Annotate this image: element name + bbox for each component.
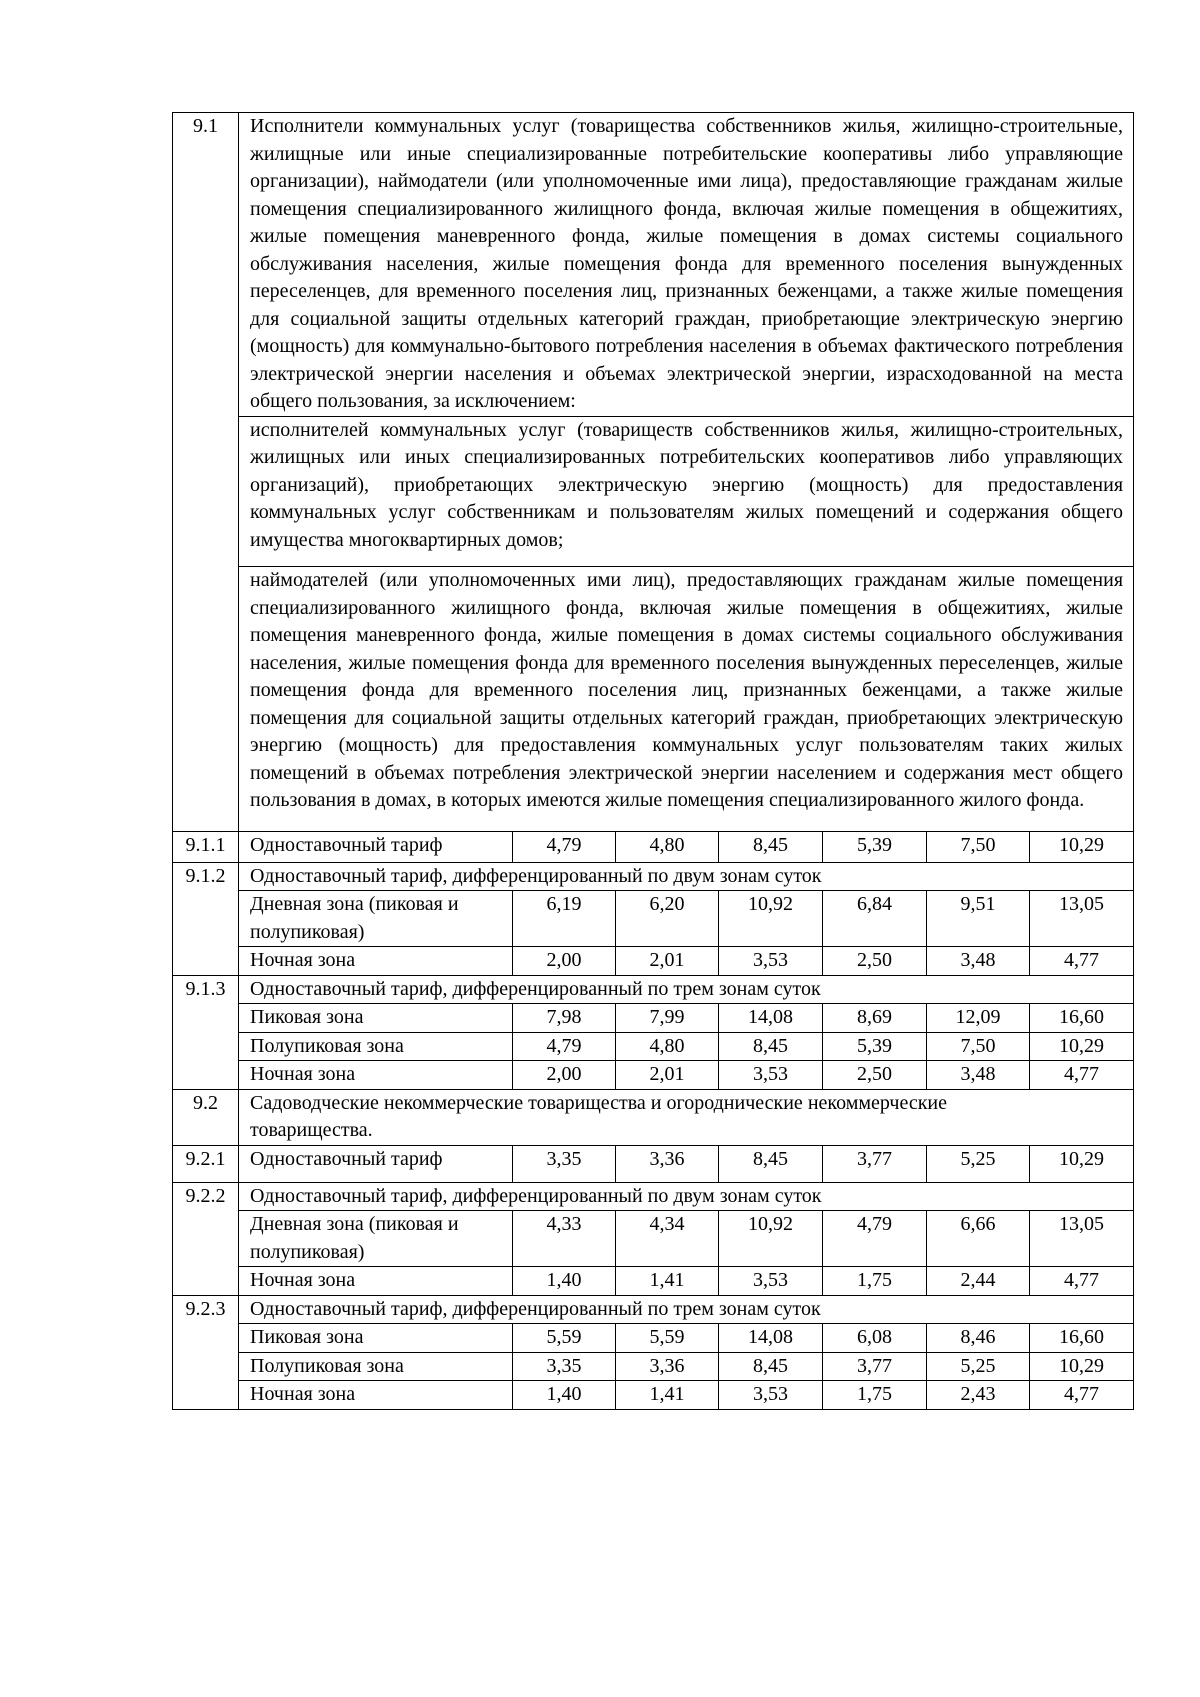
table-cell: 4,79 [823, 1211, 927, 1267]
row-label: Пиковая зона [239, 1324, 513, 1353]
table-row [173, 1352, 1134, 1381]
table-cell: 4,79 [513, 1032, 616, 1061]
table-cell: 8,45 [719, 1032, 823, 1061]
exception-text: наймодателей (или уполномоченных ими лиц), предоставляющих гражданам жилые помещения специализированного жилищного фонда, включая жилые помещения в общежитиях, жилые помещения маневренного фонда, жилые помещения в домах системы социального обслуживания населения, жилые помещения фонда для временного поселения вынужденных переселенцев, жилые помещения фонда для временного поселения лиц, признанных беженцами, а также жилые помещения для социальной защиты отдельных категорий граждан, приобретающих электрическую энергию (мощность) для предоставления коммунальных услуг пользователям таких жилых помещений в объемах потребления электрической энергии населением и содержания мест общего пользования в домах, в которых имеются жилые помещения специализированного жилого фонда. [239, 567, 1134, 832]
table-cell: 3,48 [927, 947, 1030, 976]
table-cell: 5,25 [927, 1145, 1030, 1182]
table-cell: 10,29 [1030, 1032, 1134, 1061]
table-cell: 12,09 [927, 1004, 1030, 1033]
table-row [173, 862, 1134, 891]
exception-text: исполнителей коммунальных услуг (товариществ собственников жилья, жилищно-строительных, жилищных или иных специализированных потребительских кооперативов либо управляющих организаций), приобретающих электрическую энергию (мощность) для предоставления коммунальных услуг собственникам и пользователям жилых помещений и содержания общего имущества многоквартирных домов; [239, 416, 1134, 567]
table-cell: 5,39 [823, 1032, 927, 1061]
table-cell: 3,35 [513, 1352, 616, 1381]
table-cell: 7,98 [513, 1004, 616, 1033]
row-number: 9.1 [173, 113, 239, 832]
row-label: Полупиковая зона [239, 1032, 513, 1061]
row-label: Дневная зона (пиковая и полупиковая) [239, 891, 513, 947]
table-row [173, 1211, 1134, 1267]
table-cell: 3,35 [513, 1145, 616, 1182]
table-row [173, 975, 1134, 1004]
table-cell: 2,01 [616, 947, 719, 976]
table-cell: 8,45 [719, 831, 823, 862]
table-cell: 1,75 [823, 1267, 927, 1296]
table-cell: 3,48 [927, 1061, 1030, 1090]
table-row [173, 416, 1134, 567]
table-cell: 16,60 [1030, 1324, 1134, 1353]
row-number: 9.1.2 [173, 862, 239, 975]
row-header: Одноставочный тариф, дифференцированный по двум зонам суток [239, 862, 1134, 891]
table-row [173, 567, 1134, 832]
table-cell: 8,46 [927, 1324, 1030, 1353]
row-number: 9.1.1 [173, 831, 239, 862]
row-label: Ночная зона [239, 1381, 513, 1410]
table-cell: 1,75 [823, 1381, 927, 1410]
table-cell: 3,36 [616, 1145, 719, 1182]
row-number: 9.1.3 [173, 975, 239, 1089]
table-cell: 3,53 [719, 947, 823, 976]
row-label: Ночная зона [239, 1061, 513, 1090]
table-cell: 7,50 [927, 1032, 1030, 1061]
table-cell: 14,08 [719, 1324, 823, 1353]
table-cell: 2,44 [927, 1267, 1030, 1296]
table-cell: 6,84 [823, 891, 927, 947]
table-cell: 3,53 [719, 1267, 823, 1296]
table-cell: 13,05 [1030, 891, 1134, 947]
row-label: Одноставочный тариф [239, 831, 513, 862]
table-cell: 3,53 [719, 1381, 823, 1410]
table-cell: 13,05 [1030, 1211, 1134, 1267]
table-row [173, 1061, 1134, 1090]
table-cell: 9,51 [927, 891, 1030, 947]
table-row [173, 1381, 1134, 1410]
table-row [173, 1324, 1134, 1353]
table-cell: 5,59 [513, 1324, 616, 1353]
table-cell: 4,77 [1030, 1267, 1134, 1296]
table-cell: 6,66 [927, 1211, 1030, 1267]
tariff-table [172, 112, 1134, 1410]
row-label: Ночная зона [239, 1267, 513, 1296]
table-cell: 10,92 [719, 891, 823, 947]
table-cell: 5,25 [927, 1352, 1030, 1381]
table-cell: 4,77 [1030, 1381, 1134, 1410]
table-cell: 4,77 [1030, 1061, 1134, 1090]
row-label: Одноставочный тариф [239, 1145, 513, 1182]
table-row [173, 1295, 1134, 1324]
row-header: Одноставочный тариф, дифференцированный по двум зонам суток [239, 1182, 1134, 1211]
table-cell: 2,50 [823, 947, 927, 976]
table-cell: 2,50 [823, 1061, 927, 1090]
table-cell: 2,01 [616, 1061, 719, 1090]
table-cell: 1,40 [513, 1267, 616, 1296]
table-cell: 5,59 [616, 1324, 719, 1353]
table-cell: 2,00 [513, 947, 616, 976]
table-cell: 10,29 [1030, 1145, 1134, 1182]
row-header: Садоводческие некоммерческие товарищества и огороднические некоммерческие товарищества. [239, 1089, 1134, 1145]
section-intro-text: Исполнители коммунальных услуг (товарищества собственников жилья, жилищно-строительные, жилищные или иные специализированные потребительские кооперативы либо управляющие организации), наймодатели (или уполномоченные ими лица), предоставляющие гражданам жилые помещения специализированного жилищного фонда, включая жилые помещения в общежитиях, жилые помещения маневренного фонда, жилые помещения в домах системы социального обслуживания населения, жилые помещения фонда для временного поселения вынужденных переселенцев, для временного поселения лиц, признанных беженцами, а также жилые помещения для социальной защиты отдельных категорий граждан, приобретающие электрическую энергию (мощность) для коммунально-бытового потребления населения в объемах фактического потребления электрической энергии населения и объемах электрической энергии, израсходованной на места общего пользования, за исключением: [239, 113, 1134, 417]
table-row [173, 1004, 1134, 1033]
row-number: 9.2.2 [173, 1182, 239, 1295]
table-row [173, 947, 1134, 976]
table-cell: 4,79 [513, 831, 616, 862]
row-number: 9.2.3 [173, 1295, 239, 1409]
row-header: Одноставочный тариф, дифференцированный по трем зонам суток [239, 1295, 1134, 1324]
table-cell: 6,20 [616, 891, 719, 947]
table-row [173, 891, 1134, 947]
row-label: Ночная зона [239, 947, 513, 976]
table-row [173, 1145, 1134, 1182]
table-cell: 7,99 [616, 1004, 719, 1033]
row-number: 9.2.1 [173, 1145, 239, 1182]
table-cell: 16,60 [1030, 1004, 1134, 1033]
row-number: 9.2 [173, 1089, 239, 1145]
table-cell: 4,34 [616, 1211, 719, 1267]
table-cell: 10,29 [1030, 1352, 1134, 1381]
table-cell: 6,19 [513, 891, 616, 947]
table-cell: 5,39 [823, 831, 927, 862]
table-cell: 2,00 [513, 1061, 616, 1090]
table-row [173, 1267, 1134, 1296]
table-cell: 8,45 [719, 1352, 823, 1381]
table-cell: 1,41 [616, 1267, 719, 1296]
table-row [173, 113, 1134, 417]
table-row [173, 831, 1134, 862]
table-cell: 10,29 [1030, 831, 1134, 862]
row-label: Дневная зона (пиковая и полупиковая) [239, 1211, 513, 1267]
table-cell: 4,80 [616, 831, 719, 862]
table-cell: 4,80 [616, 1032, 719, 1061]
table-cell: 4,77 [1030, 947, 1134, 976]
row-label: Пиковая зона [239, 1004, 513, 1033]
table-cell: 3,36 [616, 1352, 719, 1381]
table-cell: 4,33 [513, 1211, 616, 1267]
table-cell: 1,41 [616, 1381, 719, 1410]
table-cell: 8,69 [823, 1004, 927, 1033]
table-cell: 7,50 [927, 831, 1030, 862]
table-row [173, 1032, 1134, 1061]
row-header: Одноставочный тариф, дифференцированный по трем зонам суток [239, 975, 1134, 1004]
table-cell: 3,77 [823, 1352, 927, 1381]
table-cell: 10,92 [719, 1211, 823, 1267]
table-cell: 3,77 [823, 1145, 927, 1182]
table-row [173, 1182, 1134, 1211]
table-cell: 2,43 [927, 1381, 1030, 1410]
table-cell: 6,08 [823, 1324, 927, 1353]
table-cell: 1,40 [513, 1381, 616, 1410]
row-label: Полупиковая зона [239, 1352, 513, 1381]
table-cell: 8,45 [719, 1145, 823, 1182]
table-cell: 3,53 [719, 1061, 823, 1090]
table-row [173, 1089, 1134, 1145]
table-cell: 14,08 [719, 1004, 823, 1033]
